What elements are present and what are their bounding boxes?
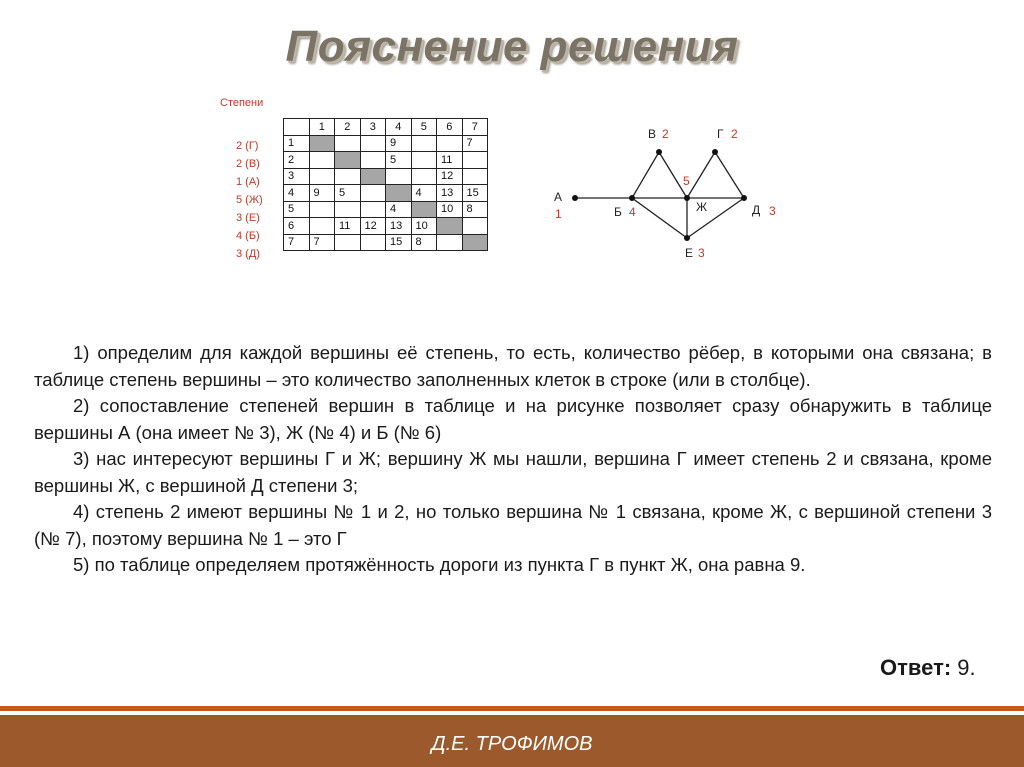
node-b [629,195,635,201]
table-row-header: 1 [284,135,310,152]
table-header-cell [284,119,310,136]
table-cell: 9 [386,135,412,152]
node-degree-zh: 5 [683,174,690,188]
table-row [284,185,488,202]
node-v [656,149,662,155]
explanation-paragraph: 1) определим для каждой вершины её степень, то есть, количество рёбер, в которыми она связана; в таблице степень вершины – это количество заполненных клеток в строке (или в столбце). [34,342,992,390]
degree-item: 4 (Б) [236,230,260,242]
table-cell-diagonal [411,201,437,218]
table-cell [437,135,463,152]
table-cell: 4 [411,185,437,202]
table-header-cell: 1 [309,119,335,136]
table-header-cell: 7 [462,119,488,136]
degree-item: 5 (Ж) [236,194,263,206]
table-cell [309,168,335,185]
graph-node-degrees [555,127,776,260]
slide-title: Пояснение решения [285,22,739,71]
table-cell: 7 [309,234,335,251]
table-cell [360,152,386,169]
table-cell: 13 [437,185,463,202]
table-header-cell: 2 [335,119,361,136]
node-degree-a: 1 [555,207,562,221]
table-cell-diagonal [462,234,488,251]
table-row [284,201,488,218]
node-label-zh: Ж [696,200,708,214]
node-degree-e: 3 [698,246,705,260]
graph-edges [575,152,744,238]
node-label-a: А [554,190,563,204]
graph-node-labels [554,127,760,260]
table-cell: 7 [462,135,488,152]
table-cell: 8 [411,234,437,251]
table-cell [386,168,412,185]
node-degree-b: 4 [629,205,636,219]
table-row [284,152,488,169]
footer-author: Д.Е. ТРОФИМОВ [431,733,593,755]
table-cell: 11 [335,218,361,235]
edge-g-d [715,152,744,198]
road-graph [545,120,785,270]
table-cell-diagonal [360,168,386,185]
degree-item: 3 (Е) [236,212,260,224]
table-row [284,135,488,152]
table-cell [309,218,335,235]
explanation-paragraph: 5) по таблице определяем протяжённость дороги из пункта Г в пункт Ж, она равна 9. [73,554,806,575]
table-cell [360,135,386,152]
table-row-header: 3 [284,168,310,185]
table-cell [360,185,386,202]
table-cell: 10 [437,201,463,218]
node-e [684,235,690,241]
edge-zh-g [687,152,715,198]
table-row-header: 4 [284,185,310,202]
table-cell [411,152,437,169]
table-row-header: 6 [284,218,310,235]
node-label-b: Б [614,205,622,219]
answer-value: 9. [951,655,976,680]
table-cell: 12 [437,168,463,185]
table-row [284,218,488,235]
table-cell: 4 [386,201,412,218]
node-degree-v: 2 [662,127,669,141]
degrees-title: Степени [220,97,264,109]
table-cell: 15 [462,185,488,202]
table-row [284,168,488,185]
adjacency-table [283,118,488,251]
table-cell [335,135,361,152]
table-cell [411,135,437,152]
table-cell [360,234,386,251]
node-zh [684,195,690,201]
solution-explanation [34,340,992,579]
table-cell [360,201,386,218]
table-header-row [284,119,488,136]
node-degree-d: 3 [769,204,776,218]
degree-item: 3 (Д) [236,248,260,260]
table-cell [462,168,488,185]
table-cell: 13 [386,218,412,235]
table-cell-diagonal [386,185,412,202]
table-row [284,234,488,251]
edge-b-e [632,198,687,238]
table-cell [462,152,488,169]
node-label-v: В [648,127,657,141]
table-cell-diagonal [309,135,335,152]
node-a [572,195,578,201]
explanation-paragraph: 2) сопоставление степеней вершин в таблице и на рисунке позволяет сразу обнаружить в таблице вершины А (она имеет № 3), Ж (№ 4) и Б (№ 6) [34,395,992,443]
table-header-cell: 5 [411,119,437,136]
table-header-cell: 4 [386,119,412,136]
table-cell [309,152,335,169]
table-cell [309,201,335,218]
table-cell [335,234,361,251]
table-cell: 12 [360,218,386,235]
degrees-list [236,137,263,263]
degree-item: 2 (Г) [236,140,259,152]
table-cell: 10 [411,218,437,235]
table-cell: 5 [386,152,412,169]
node-label-d: Д [752,203,761,217]
explanation-paragraph: 4) степень 2 имеют вершины № 1 и 2, но только вершина № 1 связана, кроме Ж, с вершиной степени 3 (№ 7), поэтому вершина № 1 – это Г [34,501,992,549]
answer-label: Ответ: [880,655,952,680]
explanation-paragraph: 3) нас интересуют вершины Г и Ж; вершину Ж мы нашли, вершина Г имеет степень 2 и связана, кроме вершины Ж, с вершиной Д степени 3; [34,448,992,496]
table-cell: 9 [309,185,335,202]
table-row-header: 7 [284,234,310,251]
node-degree-g: 2 [731,127,738,141]
table-cell [411,168,437,185]
table-cell: 11 [437,152,463,169]
graph-nodes [572,149,747,241]
degree-item: 1 (А) [236,176,260,188]
table-cell: 8 [462,201,488,218]
table-cell [335,168,361,185]
table-cell [462,218,488,235]
table-cell [437,234,463,251]
node-label-e: Е [685,246,694,260]
footer-accent-line [0,706,1024,711]
table-cell-diagonal [335,152,361,169]
table-row-header: 5 [284,201,310,218]
table-header-cell: 6 [437,119,463,136]
table-cell: 5 [335,185,361,202]
node-g [712,149,718,155]
node-label-g: Г [717,127,724,141]
node-d [741,195,747,201]
answer [880,655,976,681]
table-cell: 15 [386,234,412,251]
table-row-header: 2 [284,152,310,169]
degree-item: 2 (В) [236,158,260,170]
table-cell [335,201,361,218]
table-header-cell: 3 [360,119,386,136]
table-cell-diagonal [437,218,463,235]
edge-b-v [632,152,659,198]
